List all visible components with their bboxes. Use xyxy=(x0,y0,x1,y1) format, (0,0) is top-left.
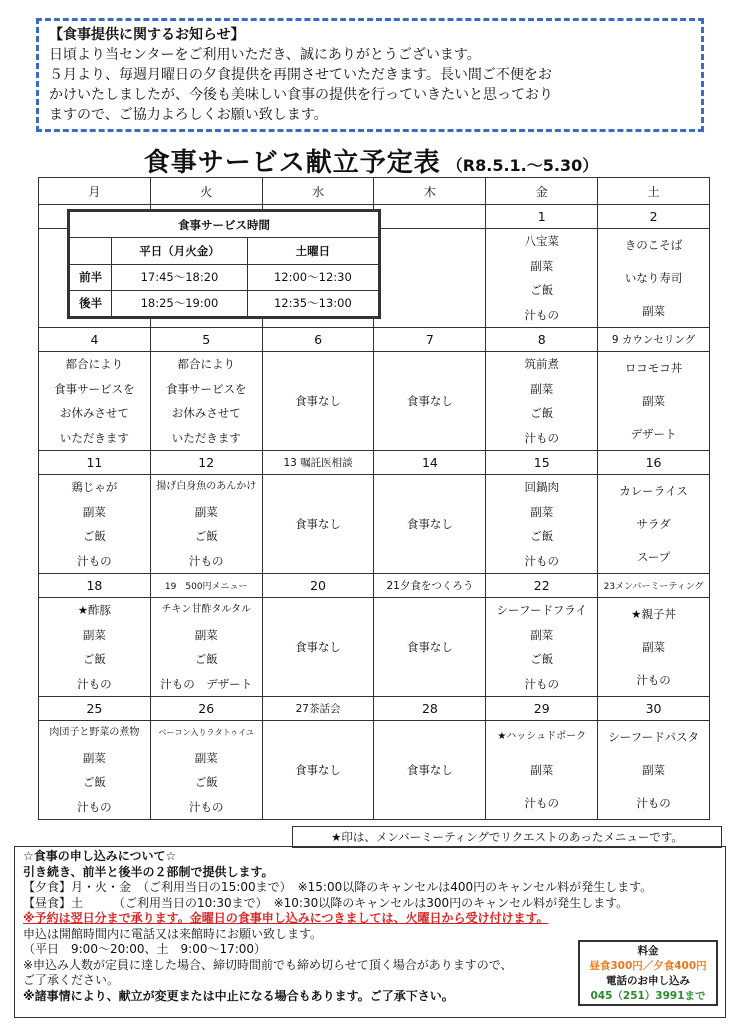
menu-item: 肉団子と野菜の煮物 xyxy=(49,727,140,739)
menu-cell xyxy=(598,598,710,697)
menu-cell xyxy=(39,598,151,697)
menu-item: ご飯 xyxy=(82,529,106,544)
date-cell: 6 xyxy=(262,328,374,352)
menu-item: ご飯 xyxy=(194,775,218,790)
apply-line: 申込は開館時間内に電話又は来館時にお願い致します。 xyxy=(23,926,323,941)
notice-box xyxy=(36,18,704,132)
menu-item: 汁もの xyxy=(77,676,112,691)
date-row xyxy=(39,574,710,598)
menu-cell xyxy=(262,721,374,820)
date-cell: 18 xyxy=(39,574,151,598)
menu-item: スープ xyxy=(636,549,671,564)
fee-title: 料金 xyxy=(637,945,659,957)
menu-item: 回鍋肉 xyxy=(524,480,559,495)
menu-item: 食事サービスを xyxy=(165,381,247,396)
time-cell: 18:25～19:00 xyxy=(112,290,248,316)
time-col-saturday: 土曜日 xyxy=(247,238,378,264)
apply-line: 【夕食】月・火・金 （ご利用当日の15:00まで） ※15:00以降のキャンセルは400円のキャンセル料が発生します。 xyxy=(23,880,653,894)
menu-item: 汁もの xyxy=(524,553,559,568)
fee-tel: 045（251）3991まで xyxy=(590,990,706,1002)
menu-item: ご飯 xyxy=(194,529,218,544)
menu-item: きのこそば xyxy=(624,238,683,253)
date-cell: 29 xyxy=(486,697,598,721)
menu-item: 副菜 xyxy=(642,639,666,654)
apply-line: （平日 9:00～20:00、土 9:00～17:00） xyxy=(23,942,267,956)
date-row xyxy=(39,451,710,475)
time-table-title: 食事サービス時間 xyxy=(70,212,379,238)
date-cell: 12 xyxy=(150,451,262,475)
menu-item: 揚げ白身魚のあんかけ xyxy=(156,481,257,493)
menu-cell xyxy=(486,352,598,451)
menu-item: 汁もの xyxy=(636,795,671,810)
menu-row xyxy=(39,352,710,451)
date-cell xyxy=(374,205,486,229)
menu-item: 副菜 xyxy=(194,750,218,765)
menu-item: いなり寿司 xyxy=(624,270,683,285)
menu-item: 汁もの xyxy=(524,676,559,691)
title-main: 食事サービス献立予定表 xyxy=(143,148,441,178)
date-cell: 13 嘱託医相談 xyxy=(262,451,374,475)
time-row-label: 後半 xyxy=(70,290,112,316)
date-cell: 25 xyxy=(39,697,151,721)
menu-item: ★酢豚 xyxy=(77,603,112,618)
menu-item: 汁もの xyxy=(77,553,112,568)
menu-item: チキン甘酢タルタル xyxy=(161,604,251,616)
menu-item: 副菜 xyxy=(82,504,106,519)
menu-cell xyxy=(374,352,486,451)
menu-item: ご飯 xyxy=(194,652,218,667)
service-time-table xyxy=(67,209,381,319)
menu-item: 汁もの デザート xyxy=(160,676,253,691)
date-row xyxy=(39,328,710,352)
time-row-label: 前半 xyxy=(70,264,112,290)
title-date-range: （R8.5.1.～5.30） xyxy=(446,156,599,175)
time-cell: 12:35～13:00 xyxy=(247,290,378,316)
menu-item: 都合により xyxy=(65,357,124,372)
date-cell: 11 xyxy=(39,451,151,475)
menu-item: お休みさせて xyxy=(171,406,241,421)
apply-line: 【昼食】土 （ご利用当日の10:30まで） ※10:30以降のキャンセルは300円のキャンセル料が発生します。 xyxy=(23,895,629,910)
menu-item: 副菜 xyxy=(530,258,554,273)
menu-item: 汁もの xyxy=(524,430,559,445)
menu-cell xyxy=(262,598,374,697)
menu-item: 副菜 xyxy=(82,750,106,765)
weekday-header: 水 xyxy=(262,178,374,205)
apply-line: ※申込み人数が定員に達した場合、締切時間前でも締め切らせて頂く場合がありますので、 xyxy=(23,957,513,972)
menu-item: ★ハッシュドポーク xyxy=(497,731,587,743)
menu-item: ご飯 xyxy=(82,652,106,667)
weekday-header: 火 xyxy=(150,178,262,205)
menu-cell xyxy=(598,352,710,451)
menu-item: 食事なし xyxy=(295,394,342,408)
menu-cell xyxy=(262,475,374,574)
menu-cell xyxy=(39,475,151,574)
menu-cell xyxy=(39,721,151,820)
menu-item: 汁もの xyxy=(636,672,671,687)
notice-line: かけいたしましたが、今後も美味しい食事の提供を行っていきたいと思っており xyxy=(49,87,553,103)
menu-item: 副菜 xyxy=(642,393,666,408)
menu-cell xyxy=(486,598,598,697)
menu-item: いただきます xyxy=(59,430,129,445)
weekday-header: 木 xyxy=(374,178,486,205)
apply-line: ※諸事情により、献立が変更または中止になる場合もあります。ご了承下さい。 xyxy=(23,988,454,1003)
date-cell: 23メンバーミーティング xyxy=(598,574,710,598)
menu-item: ご飯 xyxy=(530,283,554,298)
date-cell: 19 500円メニュー xyxy=(150,574,262,598)
menu-item: 食事なし xyxy=(406,763,453,777)
menu-cell xyxy=(39,352,151,451)
notice-line: 日頃より当センターをご利用いただき、誠にありがとうございます。 xyxy=(49,47,481,63)
menu-item: ★親子丼 xyxy=(631,607,676,622)
menu-item: 副菜 xyxy=(530,627,554,642)
apply-line: 引き続き、前半と後半の２部制で提供します。 xyxy=(23,864,274,879)
menu-cell xyxy=(150,352,262,451)
star-note: ★印は、メンバーミーティングでリクエストのあったメニューです。 xyxy=(292,826,722,848)
time-cell: 17:45～18:20 xyxy=(112,264,248,290)
menu-row xyxy=(39,475,710,574)
menu-item: ご飯 xyxy=(530,406,554,421)
menu-item: 副菜 xyxy=(194,504,218,519)
menu-item: 食事なし xyxy=(406,517,453,531)
menu-item: お休みさせて xyxy=(59,406,129,421)
menu-item: 食事なし xyxy=(295,640,342,654)
menu-item: 汁もの xyxy=(524,307,559,322)
menu-cell xyxy=(150,475,262,574)
menu-item: 副菜 xyxy=(194,627,218,642)
menu-item: 副菜 xyxy=(82,627,106,642)
menu-item: 鶏じゃが xyxy=(71,480,118,495)
date-cell: 4 xyxy=(39,328,151,352)
menu-item: 食事サービスを xyxy=(54,381,135,396)
menu-cell xyxy=(262,352,374,451)
menu-cell xyxy=(374,598,486,697)
menu-cell xyxy=(150,721,262,820)
menu-item: 副菜 xyxy=(530,381,554,396)
weekday-header: 月 xyxy=(39,178,151,205)
menu-item: 汁もの xyxy=(524,795,559,810)
menu-cell xyxy=(374,475,486,574)
date-row xyxy=(39,697,710,721)
menu-item: 副菜 xyxy=(642,303,666,318)
date-cell: 21夕食をつくろう xyxy=(374,574,486,598)
date-cell: 28 xyxy=(374,697,486,721)
menu-item: 八宝菜 xyxy=(524,234,559,249)
apply-warning: ※予約は翌日分まで承ります。金曜日の食事申し込みにつきましては、火曜日から受け付けます。 xyxy=(23,911,549,925)
menu-item: 副菜 xyxy=(642,762,666,777)
date-cell: 2 xyxy=(598,205,710,229)
date-cell: 9 カウンセリング xyxy=(598,328,710,352)
time-table-corner xyxy=(70,238,112,264)
page-title xyxy=(0,142,742,179)
date-cell: 26 xyxy=(150,697,262,721)
date-cell: 16 xyxy=(598,451,710,475)
weekday-header: 金 xyxy=(486,178,598,205)
menu-item: シーフードフライ xyxy=(496,603,587,618)
date-cell: 1 xyxy=(486,205,598,229)
fee-price: 昼食300円／夕食400円 xyxy=(589,960,707,972)
date-cell: 14 xyxy=(374,451,486,475)
notice-line: ますので、ご協力よろしくお願い致します。 xyxy=(49,107,328,123)
menu-cell xyxy=(150,598,262,697)
menu-item: 汁もの xyxy=(188,553,224,568)
menu-cell xyxy=(486,721,598,820)
date-cell: 20 xyxy=(262,574,374,598)
apply-line: ご了承ください。 xyxy=(23,973,120,987)
fee-box xyxy=(578,940,718,1006)
apply-heading: ☆食事の申し込みについて☆ xyxy=(23,849,177,863)
menu-item: ご飯 xyxy=(530,529,554,544)
menu-item: 食事なし xyxy=(295,517,342,531)
date-cell: 7 xyxy=(374,328,486,352)
menu-row xyxy=(39,721,710,820)
menu-item: 食事なし xyxy=(295,763,342,777)
menu-item: サラダ xyxy=(636,516,671,531)
menu-item: デザート xyxy=(630,426,677,441)
notice-line: ５月より、毎週月曜日の夕食提供を再開させていただきます。長い間ご不便をお xyxy=(49,67,552,83)
time-cell: 12:00～12:30 xyxy=(247,264,378,290)
menu-cell xyxy=(374,721,486,820)
menu-cell xyxy=(598,229,710,328)
menu-item: カレーライス xyxy=(619,484,688,499)
menu-item: 汁もの xyxy=(77,799,112,814)
fee-tel-label: 電話のお申し込み xyxy=(606,975,690,987)
date-cell: 27茶話会 xyxy=(262,697,374,721)
date-cell: 30 xyxy=(598,697,710,721)
menu-item: 食事なし xyxy=(406,640,453,654)
menu-cell xyxy=(598,721,710,820)
menu-item: 筑前煮 xyxy=(524,357,559,372)
date-cell: 5 xyxy=(150,328,262,352)
menu-item: 汁もの xyxy=(188,799,224,814)
menu-item: いただきます xyxy=(171,430,241,445)
notice-title: 【食事提供に関するお知らせ】 xyxy=(49,27,245,43)
date-cell: 8 xyxy=(486,328,598,352)
menu-cell xyxy=(486,475,598,574)
menu-item: ご飯 xyxy=(82,775,106,790)
menu-row xyxy=(39,598,710,697)
menu-item: ベーコン入りラタトゥイユ xyxy=(158,728,254,738)
menu-item: 食事なし xyxy=(406,394,453,408)
menu-item: シーフードパスタ xyxy=(608,730,699,745)
menu-item: 副菜 xyxy=(530,504,554,519)
weekday-header: 土 xyxy=(598,178,710,205)
menu-item: 都合により xyxy=(177,357,235,372)
menu-item: 副菜 xyxy=(530,762,554,777)
date-cell: 22 xyxy=(486,574,598,598)
menu-cell xyxy=(598,475,710,574)
menu-item: ロコモコ丼 xyxy=(624,361,683,376)
menu-cell xyxy=(486,229,598,328)
menu-cell xyxy=(374,229,486,328)
time-col-weekday: 平日（月火金） xyxy=(112,238,248,264)
menu-item: ご飯 xyxy=(530,652,554,667)
weekday-header-row xyxy=(39,178,710,205)
date-cell: 15 xyxy=(486,451,598,475)
